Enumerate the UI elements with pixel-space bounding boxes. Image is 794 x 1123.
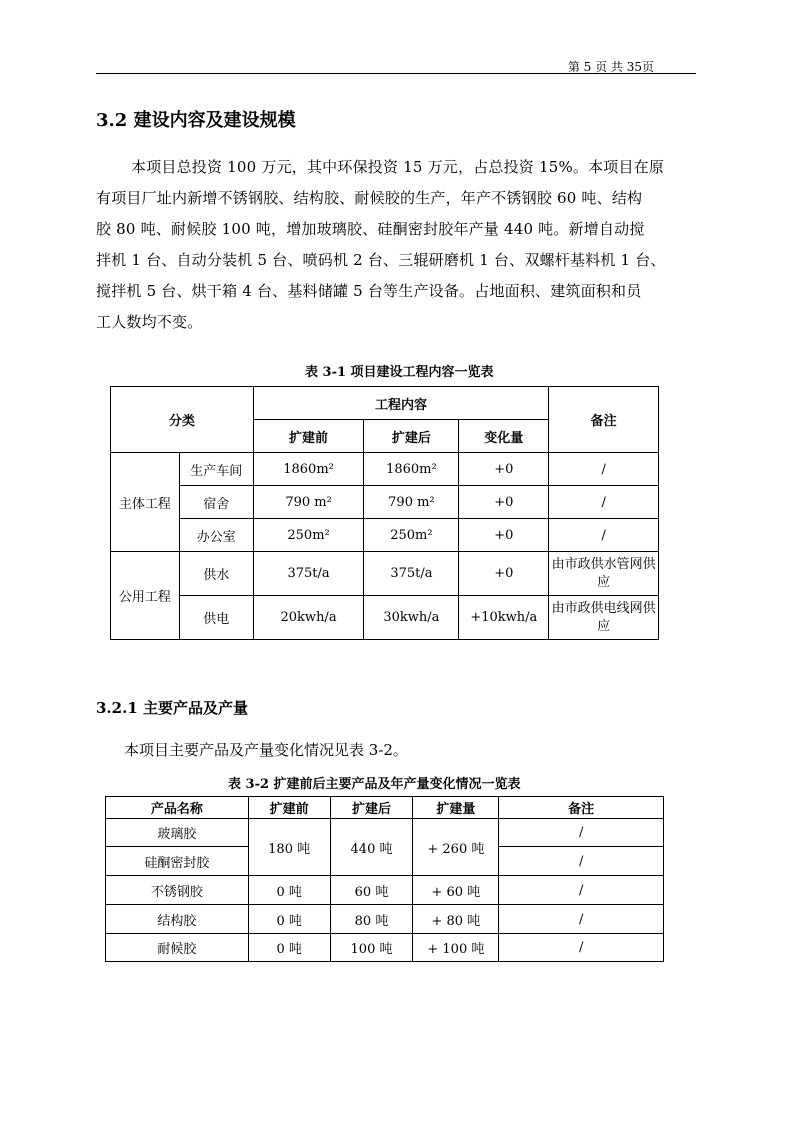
value-note: / bbox=[499, 905, 664, 934]
paragraph-line: 工人数均不变。 bbox=[96, 313, 203, 331]
item-name: 生产车间 bbox=[179, 453, 253, 486]
item-name: 办公室 bbox=[179, 519, 253, 552]
value-before: 180 吨 bbox=[248, 819, 330, 876]
header-before: 扩建前 bbox=[253, 420, 364, 453]
value-before: 0 吨 bbox=[248, 876, 330, 905]
paragraph-line: 本项目总投资 100 万元，其中环保投资 15 万元，占总投资 15%。本项目在原 bbox=[131, 158, 665, 176]
table-row bbox=[106, 819, 664, 847]
value-after: 80 吨 bbox=[330, 905, 413, 934]
table-row bbox=[106, 934, 664, 962]
product-name: 结构胶 bbox=[106, 905, 249, 934]
item-name: 宿舍 bbox=[179, 486, 253, 519]
value-increase: + 260 吨 bbox=[413, 819, 499, 876]
value-note: / bbox=[499, 819, 664, 847]
header-after: 扩建后 bbox=[364, 420, 459, 453]
value-note: / bbox=[499, 847, 664, 876]
subsection-heading: 3.2.1 主要产品及产量 bbox=[96, 699, 248, 717]
header-product-name: 产品名称 bbox=[106, 797, 249, 819]
header-category: 分类 bbox=[111, 387, 254, 453]
value-after: 250m² bbox=[364, 519, 459, 552]
section-heading: 3.2 建设内容及建设规模 bbox=[96, 110, 296, 131]
group-name: 公用工程 bbox=[111, 552, 180, 640]
header-change: 变化量 bbox=[459, 420, 549, 453]
item-name: 供电 bbox=[179, 596, 253, 640]
project-content-table bbox=[110, 386, 659, 640]
page-number: 第 5 页 共 35页 bbox=[567, 60, 654, 74]
header-increase: 扩建量 bbox=[413, 797, 499, 819]
table1-caption: 表 3-1 项目建设工程内容一览表 bbox=[305, 365, 494, 380]
product-name: 硅酮密封胶 bbox=[106, 847, 249, 876]
header-note: 备注 bbox=[499, 797, 664, 819]
value-change: +0 bbox=[459, 552, 549, 596]
value-after: 1860m² bbox=[364, 453, 459, 486]
value-note: 由市政供电线网供应 bbox=[549, 596, 659, 640]
value-note: 由市政供水管网供应 bbox=[549, 552, 659, 596]
value-increase: + 60 吨 bbox=[413, 876, 499, 905]
value-increase: + 80 吨 bbox=[413, 905, 499, 934]
product-name: 玻璃胶 bbox=[106, 819, 249, 847]
table-row bbox=[111, 486, 659, 519]
value-change: +0 bbox=[459, 519, 549, 552]
value-note: / bbox=[549, 486, 659, 519]
value-note: / bbox=[549, 519, 659, 552]
value-before: 1860m² bbox=[253, 453, 364, 486]
value-after: 375t/a bbox=[364, 552, 459, 596]
section-paragraph bbox=[96, 152, 678, 338]
value-before: 20kwh/a bbox=[253, 596, 364, 640]
table-row bbox=[106, 905, 664, 934]
value-change: +10kwh/a bbox=[459, 596, 549, 640]
value-note: / bbox=[549, 453, 659, 486]
value-after: 100 吨 bbox=[330, 934, 413, 962]
header-rule bbox=[96, 73, 696, 74]
table2-caption: 表 3-2 扩建前后主要产品及年产量变化情况一览表 bbox=[228, 777, 521, 792]
value-after: 790 m² bbox=[364, 486, 459, 519]
value-before: 790 m² bbox=[253, 486, 364, 519]
group-name: 主体工程 bbox=[111, 453, 180, 552]
table-row bbox=[111, 519, 659, 552]
value-after: 60 吨 bbox=[330, 876, 413, 905]
value-before: 375t/a bbox=[253, 552, 364, 596]
paragraph-line: 胶 80 吨、耐候胶 100 吨，增加玻璃胶、硅酮密封胶年产量 440 吨。新增自动搅 bbox=[96, 220, 645, 238]
paragraph-line: 搅拌机 5 台、烘干箱 4 台、基料储罐 5 台等生产设备。占地面积、建筑面积和员 bbox=[96, 282, 642, 300]
value-before: 250m² bbox=[253, 519, 364, 552]
value-after: 440 吨 bbox=[330, 819, 413, 876]
value-note: / bbox=[499, 876, 664, 905]
table-row bbox=[111, 596, 659, 640]
table-row bbox=[106, 876, 664, 905]
value-increase: + 100 吨 bbox=[413, 934, 499, 962]
paragraph-line: 有项目厂址内新增不锈钢胶、结构胶、耐候胶的生产，年产不锈钢胶 60 吨、结构 bbox=[96, 189, 643, 207]
table-row bbox=[111, 453, 659, 486]
product-output-table bbox=[105, 796, 664, 962]
header-content: 工程内容 bbox=[253, 387, 549, 420]
product-name: 不锈钢胶 bbox=[106, 876, 249, 905]
value-change: +0 bbox=[459, 453, 549, 486]
value-before: 0 吨 bbox=[248, 934, 330, 962]
header-before: 扩建前 bbox=[248, 797, 330, 819]
subsection-paragraph: 本项目主要产品及产量变化情况见表 3-2。 bbox=[124, 741, 408, 759]
item-name: 供水 bbox=[179, 552, 253, 596]
value-note: / bbox=[499, 934, 664, 962]
header-note: 备注 bbox=[549, 387, 659, 453]
paragraph-line: 拌机 1 台、自动分装机 5 台、喷码机 2 台、三辊研磨机 1 台、双螺杆基料机 1 台、 bbox=[96, 251, 666, 269]
product-name: 耐候胶 bbox=[106, 934, 249, 962]
value-after: 30kwh/a bbox=[364, 596, 459, 640]
header-after: 扩建后 bbox=[330, 797, 413, 819]
value-change: +0 bbox=[459, 486, 549, 519]
value-before: 0 吨 bbox=[248, 905, 330, 934]
table-row bbox=[111, 552, 659, 596]
